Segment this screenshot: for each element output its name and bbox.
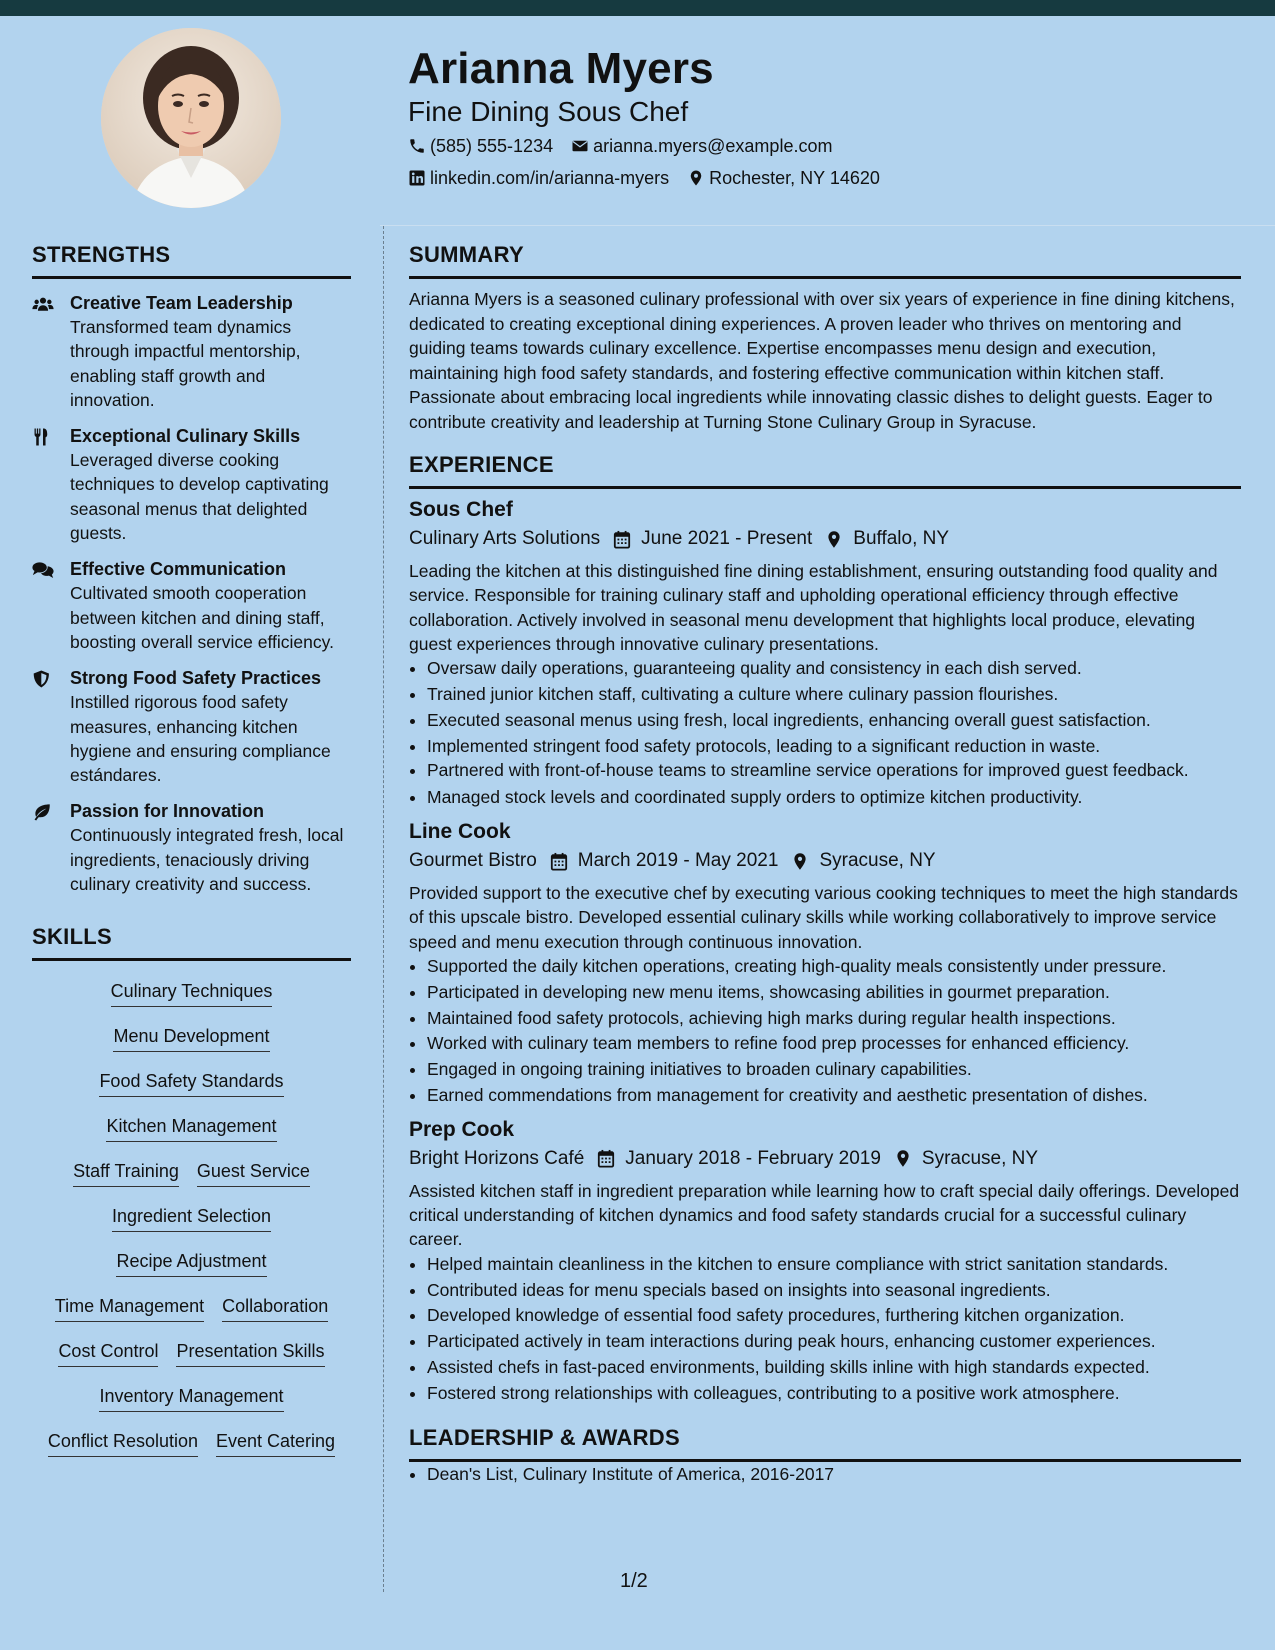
job-meta	[409, 1145, 1241, 1173]
map-pin-icon	[825, 530, 843, 549]
leaf-icon	[32, 803, 54, 821]
left-column	[32, 238, 351, 1466]
job-company: Culinary Arts Solutions	[409, 528, 601, 549]
header-divider	[380, 225, 1275, 226]
calendar-icon	[597, 1149, 615, 1168]
leadership-list	[409, 1462, 1241, 1488]
job-bullet: • Worked with culinary team members to refine food prep processes for enhanced efficiency.	[427, 1031, 1241, 1057]
skill-tag: Food Safety Standards	[99, 1069, 283, 1097]
strength-title: Effective Communication	[70, 559, 287, 580]
top-accent-bar	[0, 0, 1275, 16]
job-title: Line Cook	[409, 820, 511, 844]
map-pin-icon	[894, 1149, 912, 1168]
map-pin-icon	[687, 169, 705, 187]
job-bullet: • Trained junior kitchen staff, cultivating a culture where culinary passion flourishes.	[427, 682, 1241, 708]
job-entry	[409, 1115, 1241, 1407]
job-description: Assisted kitchen staff in ingredient preparation while learning how to craft special daily offerings. Developed critical understanding of kitchen dynamics and food safety standards crucial for a successful culinary career.	[409, 1180, 1240, 1250]
skill-tag: Collaboration	[222, 1294, 328, 1322]
phone-text: (585) 555-1234	[430, 136, 554, 156]
skill-tag: Recipe Adjustment	[116, 1249, 266, 1277]
job-dates: March 2019 - May 2021	[577, 850, 779, 872]
leadership-heading: LEADERSHIP & AWARDS	[409, 1421, 1241, 1462]
job-location: Syracuse, NY	[819, 850, 936, 872]
column-divider	[383, 226, 384, 1592]
strength-desc: Continuously integrated fresh, local ingredients, tenaciously driving culinary creativity and success.	[70, 825, 344, 895]
skill-tag: Cost Control	[58, 1339, 158, 1367]
strength-desc: Leveraged diverse cooking techniques to develop captivating seasonal menus that delighted guests.	[70, 450, 329, 544]
comments-icon	[32, 561, 54, 579]
phone-contact[interactable]	[408, 134, 553, 158]
job-description: Provided support to the executive chef by executing various cooking techniques to meet the high standards of this upscale bistro. Developed essential culinary skills while working collaboratively to improve service speed and menu execution through continuous innovation.	[409, 883, 1238, 952]
skill-tag: Guest Service	[197, 1159, 310, 1187]
skill-tag: Conflict Resolution	[48, 1429, 198, 1457]
contact-row-2	[408, 166, 898, 190]
right-column	[409, 238, 1241, 1493]
linkedin-text: linkedin.com/in/arianna-myers	[430, 168, 670, 188]
strengths-heading: STRENGTHS	[32, 238, 351, 279]
job-meta	[409, 847, 1241, 875]
team-icon	[32, 295, 54, 313]
skill-tag: Menu Development	[113, 1024, 269, 1052]
phone-icon	[408, 137, 426, 155]
strength-item	[32, 557, 351, 654]
job-bullet: • Participated actively in team interactions during peak hours, enhancing customer experiences.	[427, 1329, 1241, 1355]
linkedin-icon	[408, 169, 426, 187]
location-text: Rochester, NY 14620	[709, 168, 880, 188]
strength-item	[32, 666, 351, 787]
skills-heading: SKILLS	[32, 920, 351, 961]
job-bullets	[409, 656, 1241, 811]
skills-list	[32, 971, 351, 1466]
strength-title: Exceptional Culinary Skills	[70, 426, 301, 447]
job-bullets	[409, 1252, 1241, 1407]
calendar-icon	[550, 852, 568, 871]
job-bullets	[409, 954, 1241, 1109]
skill-tag: Inventory Management	[99, 1384, 283, 1412]
strength-title: Creative Team Leadership	[70, 293, 293, 313]
job-bullet: • Supported the daily kitchen operations, creating high-quality meals consistently under pressure.	[427, 954, 1241, 980]
location-contact	[687, 166, 880, 190]
job-title: Prep Cook	[409, 1117, 515, 1141]
skill-tag: Time Management	[55, 1294, 204, 1322]
strength-desc: Instilled rigorous food safety measures, enhancing kitchen hygiene and ensuring compliance estándares.	[70, 692, 331, 786]
profile-photo	[101, 28, 281, 208]
contact-row-1	[408, 134, 850, 158]
award-item: • Dean's List, Culinary Institute of America, 2016-2017	[427, 1462, 1241, 1488]
skill-tag: Staff Training	[73, 1159, 179, 1187]
summary-text: Arianna Myers is a seasoned culinary professional with over six years of experience in fine dining kitchens, dedicated to creating exceptional dining experiences. A proven leader who thrives on mentoring and guiding teams towards culinary excellence. Expertise encompasses menu design and execution, maintaining high food safety standards, and fostering effective communication within kitchen staff. Passionate about embracing local ingredients while innovating classic dishes to delight guests. Eager to contribute creativity and leadership at Turning Stone Culinary Group in Syracuse.	[409, 289, 1235, 432]
job-description: Leading the kitchen at this distinguished fine dining establishment, ensuring outstanding food quality and service. Responsible for training culinary staff and upholding operational efficiency through effective collaboration. Actively involved in seasonal menu development that highlights local produce, elevating guest experiences through innovative culinary presentations.	[409, 561, 1218, 654]
job-bullet: • Fostered strong relationships with colleagues, contributing to a positive work atmosphere.	[427, 1381, 1241, 1407]
job-bullet: • Managed stock levels and coordinated supply orders to optimize kitchen productivity.	[427, 785, 1241, 811]
summary-heading: SUMMARY	[409, 238, 1241, 279]
job-bullet: • Partnered with front-of-house teams to streamline service operations for improved guest feedback.	[427, 759, 1241, 785]
shield-icon	[32, 670, 54, 688]
job-company: Gourmet Bistro	[409, 850, 537, 872]
job-title: Sous Chef	[409, 498, 513, 521]
skill-tag: Ingredient Selection	[112, 1204, 271, 1232]
job-bullet: • Contributed ideas for menu specials based on insights into seasonal ingredients.	[427, 1278, 1241, 1304]
skill-tag: Kitchen Management	[106, 1114, 276, 1142]
job-bullet: • Executed seasonal menus using fresh, local ingredients, enhancing overall guest satisfaction.	[427, 708, 1241, 734]
strength-item	[32, 799, 351, 896]
linkedin-contact[interactable]	[408, 166, 669, 190]
job-entry	[409, 817, 1241, 1109]
job-entry	[409, 495, 1241, 811]
job-bullet: • Oversaw daily operations, guaranteeing quality and consistency in each dish served.	[427, 656, 1241, 682]
strength-item	[32, 424, 351, 545]
skill-tag: Presentation Skills	[176, 1339, 324, 1367]
job-location: Buffalo, NY	[853, 528, 950, 549]
skill-tag: Culinary Techniques	[111, 979, 273, 1007]
utensils-icon	[32, 428, 54, 446]
skill-tag: Event Catering	[216, 1429, 335, 1457]
job-bullet: • Engaged in ongoing training initiatives to broaden culinary capabilities.	[427, 1057, 1241, 1083]
strengths-list	[32, 291, 351, 896]
map-pin-icon	[791, 852, 809, 871]
job-bullet: • Maintained food safety protocols, achieving high marks during regular health inspections.	[427, 1006, 1241, 1032]
strength-item	[32, 291, 351, 412]
job-dates: January 2018 - February 2019	[625, 1147, 881, 1169]
job-bullet: • Participated in developing new menu items, showcasing abilities in gourmet preparation.	[427, 980, 1241, 1006]
job-company: Bright Horizons Café	[409, 1147, 585, 1169]
job-bullet: • Helped maintain cleanliness in the kitchen to ensure compliance with strict sanitation standards.	[427, 1252, 1241, 1278]
strength-title: Passion for Innovation	[70, 801, 265, 822]
candidate-title: Fine Dining Sous Chef	[408, 96, 689, 127]
calendar-icon	[613, 530, 631, 549]
job-dates: June 2021 - Present	[641, 528, 813, 549]
strength-desc: Transformed team dynamics through impactful mentorship, enabling staff growth and innovation.	[70, 317, 301, 410]
job-bullet: • Implemented stringent food safety protocols, leading to a significant reduction in waste.	[427, 734, 1241, 760]
job-bullet: • Earned commendations from management for creativity and aesthetic presentation of dishes.	[427, 1083, 1241, 1109]
email-contact[interactable]	[571, 134, 832, 158]
job-location: Syracuse, NY	[921, 1147, 1039, 1169]
strength-desc: Cultivated smooth cooperation between kitchen and dining staff, boosting overall service efficiency.	[70, 583, 334, 652]
page-number: 1/2	[620, 1570, 648, 1592]
candidate-name: Arianna Myers	[408, 44, 714, 93]
email-text: arianna.myers@example.com	[593, 136, 833, 156]
strength-title: Strong Food Safety Practices	[70, 668, 322, 689]
experience-heading: EXPERIENCE	[409, 448, 1241, 489]
job-meta	[409, 525, 1241, 553]
envelope-icon	[571, 137, 589, 155]
job-bullet: • Assisted chefs in fast-paced environments, building skills inline with high standards expected.	[427, 1355, 1241, 1381]
job-bullet: • Developed knowledge of essential food safety procedures, furthering kitchen organization.	[427, 1303, 1241, 1329]
